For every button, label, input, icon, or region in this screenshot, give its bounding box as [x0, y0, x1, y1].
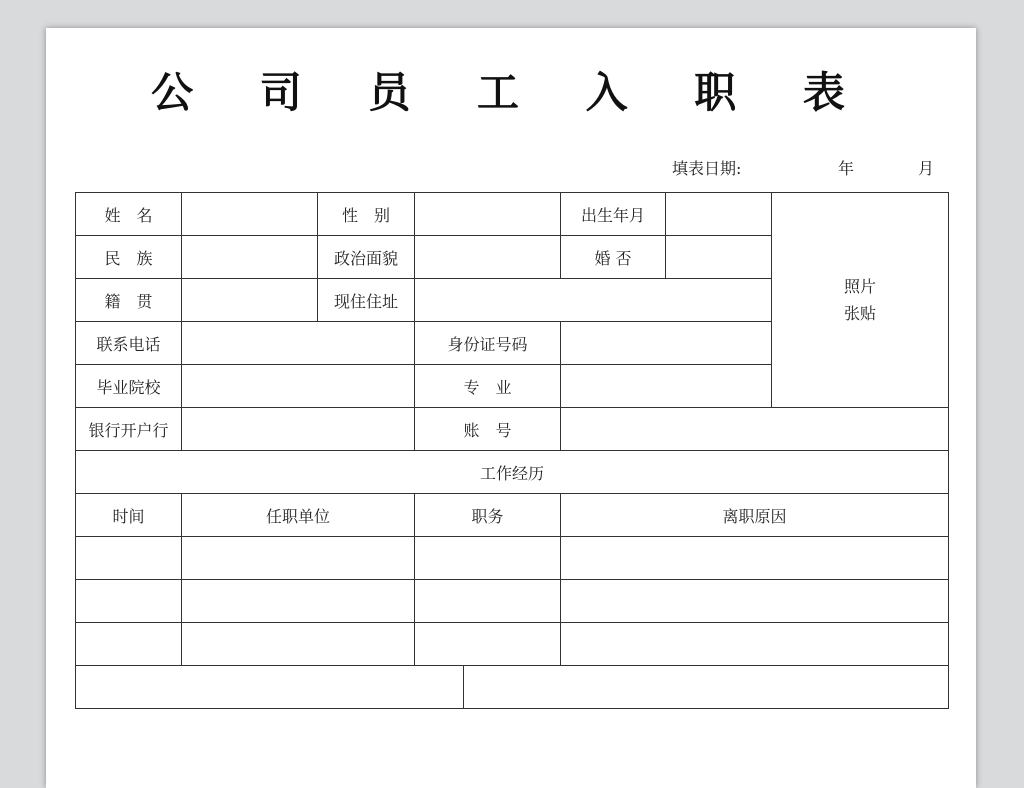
fill-date-row: [672, 156, 952, 178]
political-field[interactable]: [415, 236, 561, 279]
label-account: 账 号: [415, 408, 561, 451]
label-name: 姓 名: [76, 193, 182, 236]
work-position-cell[interactable]: [415, 580, 561, 623]
label-native-place: 籍 贯: [76, 279, 182, 322]
table-row: [76, 494, 949, 537]
photo-label-line2: 张贴: [844, 304, 877, 323]
work-section-title: 工作经历: [76, 451, 949, 494]
school-field[interactable]: [182, 365, 415, 408]
year-label: 年: [838, 159, 855, 178]
table-row: [76, 623, 949, 666]
photo-area[interactable]: [772, 193, 949, 408]
label-school: 毕业院校: [76, 365, 182, 408]
ethnicity-field[interactable]: [182, 236, 318, 279]
marital-field[interactable]: [666, 236, 772, 279]
label-marital: 婚 否: [561, 236, 666, 279]
form-paper: [46, 28, 976, 788]
label-address: 现住住址: [318, 279, 415, 322]
onboarding-form-table: [75, 192, 949, 709]
work-time-cell[interactable]: [76, 580, 182, 623]
id-number-field[interactable]: [561, 322, 772, 365]
work-header-employer: 任职单位: [182, 494, 415, 537]
label-phone: 联系电话: [76, 322, 182, 365]
gender-field[interactable]: [415, 193, 561, 236]
label-ethnicity: 民 族: [76, 236, 182, 279]
work-time-cell[interactable]: [76, 537, 182, 580]
table-row: [76, 451, 949, 494]
work-header-time: 时间: [76, 494, 182, 537]
work-time-cell[interactable]: [76, 623, 182, 666]
work-header-leave-reason: 离职原因: [561, 494, 949, 537]
label-major: 专 业: [415, 365, 561, 408]
table-row: [76, 666, 949, 709]
work-header-position: 职务: [415, 494, 561, 537]
month-label: 月: [918, 159, 935, 178]
bottom-left-box[interactable]: [76, 666, 464, 709]
work-employer-cell[interactable]: [182, 537, 415, 580]
bank-field[interactable]: [182, 408, 415, 451]
label-political: 政治面貌: [318, 236, 415, 279]
name-field[interactable]: [182, 193, 318, 236]
work-position-cell[interactable]: [415, 537, 561, 580]
birth-field[interactable]: [666, 193, 772, 236]
work-reason-cell[interactable]: [561, 580, 949, 623]
work-position-cell[interactable]: [415, 623, 561, 666]
label-gender: 性 别: [318, 193, 415, 236]
label-birth: 出生年月: [561, 193, 666, 236]
work-employer-cell[interactable]: [182, 580, 415, 623]
table-row: [76, 408, 949, 451]
phone-field[interactable]: [182, 322, 415, 365]
work-employer-cell[interactable]: [182, 623, 415, 666]
work-reason-cell[interactable]: [561, 623, 949, 666]
account-field[interactable]: [561, 408, 949, 451]
label-id-number: 身份证号码: [415, 322, 561, 365]
table-row: [76, 193, 949, 236]
work-reason-cell[interactable]: [561, 537, 949, 580]
table-row: [76, 537, 949, 580]
native-place-field[interactable]: [182, 279, 318, 322]
form-title: 公 司 员 工 入 职 表: [151, 68, 871, 117]
photo-label-line1: 照片: [844, 277, 877, 296]
fill-date-label: 填表日期:: [672, 159, 742, 178]
bottom-right-box[interactable]: [464, 666, 949, 709]
table-row: [76, 580, 949, 623]
address-field[interactable]: [415, 279, 772, 322]
label-bank: 银行开户行: [76, 408, 182, 451]
major-field[interactable]: [561, 365, 772, 408]
